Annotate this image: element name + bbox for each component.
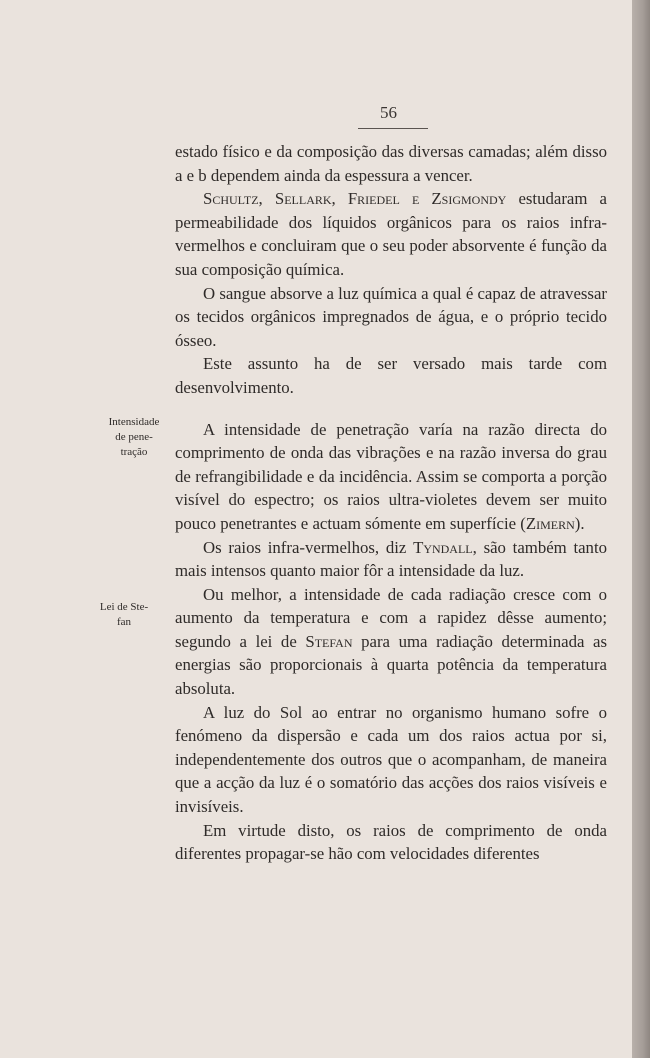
paragraph: estado físico e da composição das diversas camadas; além disso a e b dependem ainda da espessura a vencer. <box>175 142 607 185</box>
paragraph <box>175 418 607 536</box>
author-name: Zimern <box>525 513 575 533</box>
author-name: Stefan <box>305 631 353 651</box>
paragraph <box>175 583 607 701</box>
page-number-rule <box>358 128 428 129</box>
paragraph-text: Os raios infra-vermelhos, diz <box>203 537 407 557</box>
page-edge <box>632 0 650 1058</box>
paragraph <box>175 536 607 583</box>
paragraph-text: , são também tanto mais intensos quanto maior fôr a intensidade da luz. <box>175 537 607 581</box>
paragraph: A luz do Sol ao entrar no organismo humano sofre o fenómeno da dispersão e cada um dos raios actua por si, independentemente dos outros que o acompanham, de maneira que a acção da luz é o somatório das acções dos raios visíveis e invisíveis. <box>175 702 607 817</box>
margin-note-line: Lei de Ste- <box>99 601 149 613</box>
margin-note-line: de pene- <box>115 431 153 443</box>
paragraph: Em virtude disto, os raios de comprimento de onda diferentes propagar-se hão com velocidades diferentes <box>175 820 607 864</box>
margin-note-line: tração <box>120 446 148 458</box>
author-names: Schultz, Sellark, Friedel e Zsigmondy <box>203 189 507 209</box>
page-number: 56 <box>380 103 397 122</box>
paragraph-text: estudaram a permeabilidade dos líquidos orgânicos para os raios infra-vermelhos e concluiram que o seu poder absorvente é função da sua composição química. <box>175 189 607 279</box>
margin-note-lei-de-stefan <box>86 600 162 630</box>
paragraph-text: A intensidade de penetração varía na razão directa do comprimento de onda das vibrações e na razão inversa do grau de refrangibilidade e da incidência. Assim se comporta a porção visível do espectro; os raios ultra-violetes devem ser muito pouco penetrantes e actuam sómente em superfície ( <box>175 419 607 533</box>
paragraph-text: ). <box>574 513 585 533</box>
margin-note-line: fan <box>116 616 132 628</box>
paragraph <box>175 187 607 281</box>
author-name: Tyndall <box>413 537 473 557</box>
margin-note-line: Intensidade <box>108 416 160 428</box>
paragraph: Este assunto ha de ser versado mais tarde com desenvolvimento. <box>175 354 607 397</box>
paragraph-text: para uma radiação determinada as energias são proporcionais à quarta potência da temperatura absoluta. <box>175 631 607 699</box>
paragraph: O sangue absorve a luz química a qual é capaz de atravessar os tecidos orgânicos impregnados de água, e o próprio tecido ósseo. <box>175 283 607 350</box>
margin-note-intensidade <box>98 415 170 460</box>
paragraph-text: Ou melhor, a intensidade de cada radiação cresce com o aumento da temperatura e com a rapidez dêsse aumento; segundo a lei de <box>175 584 607 651</box>
body-text <box>175 140 607 866</box>
